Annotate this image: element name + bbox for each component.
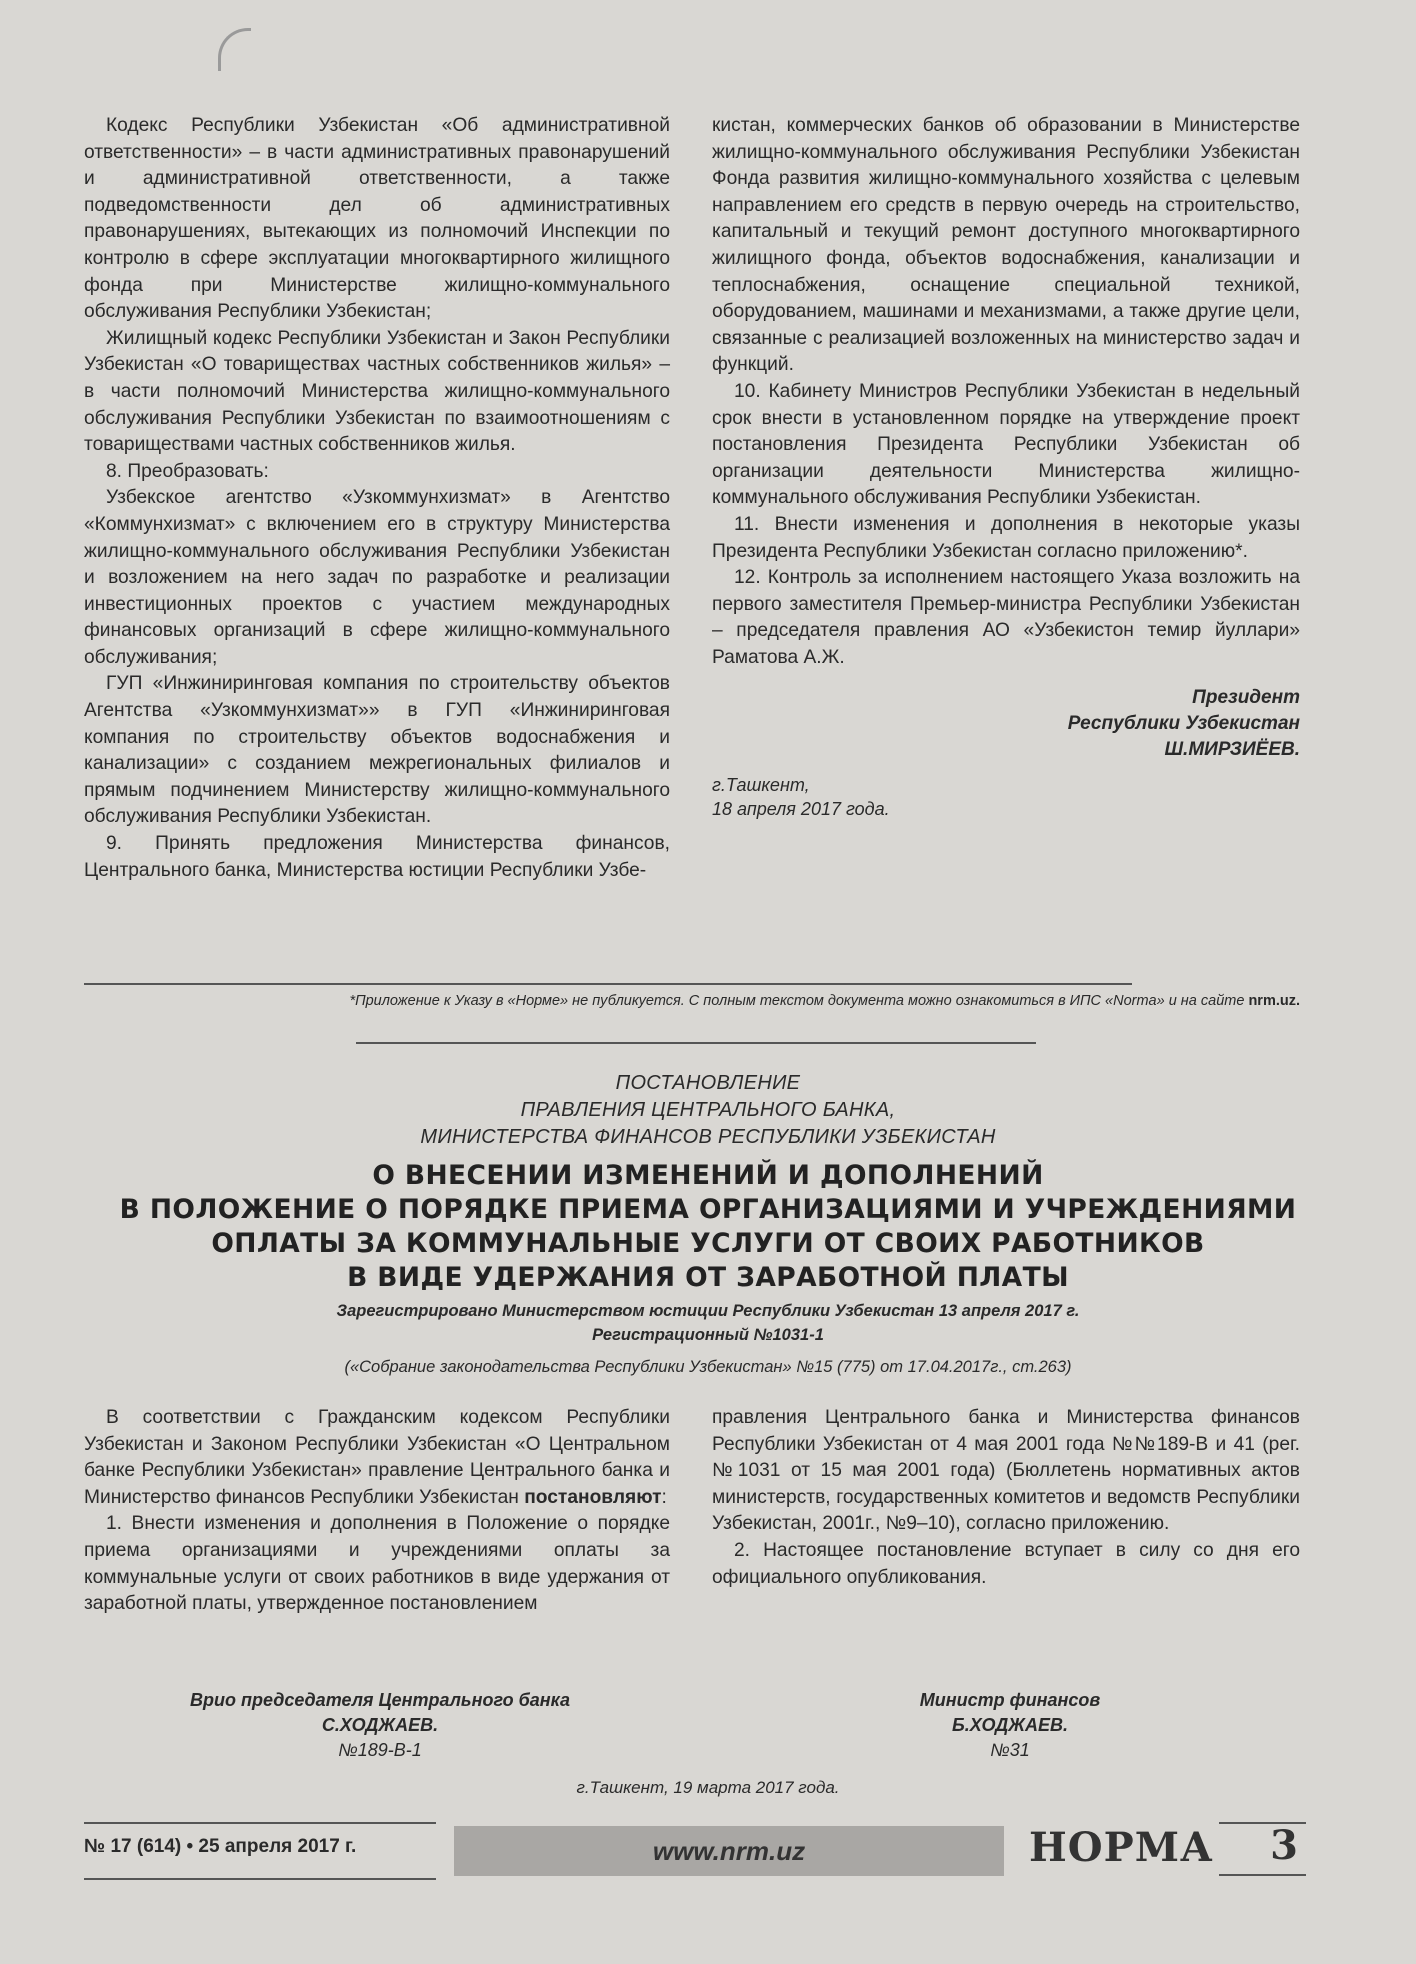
- newspaper-name: НОРМА: [1029, 1824, 1214, 1871]
- central-bank-signature: [130, 1688, 630, 1763]
- page-footer: [84, 1822, 1306, 1880]
- resolution-date: г.Ташкент, 19 марта 2017 года.: [576, 1778, 840, 1797]
- footnote: [84, 993, 1300, 1009]
- paragraph: 10. Кабинету Министров Республики Узбекистан в недельный срок внести в установленном порядке на утверждение проект постановления Президента Республики Узбекистан об организации деятельности Министерства жилищно-коммунального обслуживания Республики Узбекистан.: [712, 380, 1300, 509]
- issuer-line: ПРАВЛЕНИЯ ЦЕНТРАЛЬНОГО БАНКА,: [520, 1099, 896, 1121]
- finance-minister-signature: [760, 1688, 1260, 1763]
- footnote-site-link[interactable]: nrm.uz.: [1248, 993, 1300, 1009]
- registration-info: [70, 1299, 1346, 1347]
- title-line: О ВНЕСЕНИИ ИЗМЕНЕНИЙ И ДОПОЛНЕНИЙ: [372, 1160, 1044, 1191]
- publication-source: («Собрание законодательства Республики Узбекистан» №15 (775) от 17.04.2017г., ст.263): [344, 1358, 1072, 1376]
- footer-rule: [1219, 1874, 1306, 1876]
- issuer-line: ПОСТАНОВЛЕНИЕ: [615, 1072, 801, 1094]
- footer-rule: [84, 1878, 436, 1880]
- paragraph-emphasis: постановляют: [524, 1486, 662, 1508]
- place: г.Ташкент,: [712, 775, 810, 796]
- president-signature: [712, 685, 1300, 763]
- paragraph: кистан, коммерческих банков об образовании в Министерстве жилищно-коммунального обслуживания Республики Узбекистан Фонда развития жилищно-коммунального хозяйства с целевым направлением его средств в первую очередь на строительство, капитальный и текущий ремонт доступного многоквартирного жилищного фонда, объектов водоснабжения, канализации и теплоснабжения, оснащение специальной техникой, оборудованием, машинами и механизмами, а также другие цели, связанные с реализацией возложенных на министерство задач и функций.: [712, 115, 1300, 376]
- divider: [356, 1042, 1036, 1044]
- paragraph: 8. Преобразовать:: [106, 460, 269, 482]
- paragraph: 2. Настоящее постановление вступает в силу со дня его официального опубликования.: [712, 1539, 1300, 1588]
- paragraph: 11. Внести изменения и дополнения в некоторые указы Президента Республики Узбекистан согласно приложению*.: [712, 513, 1300, 562]
- site-url-link[interactable]: www.nrm.uz: [454, 1826, 1004, 1876]
- signature-name: Б.ХОДЖАЕВ.: [952, 1715, 1068, 1735]
- paragraph: [84, 1405, 670, 1511]
- signature-number: №189-В-1: [338, 1740, 422, 1760]
- resolution-header: [70, 1070, 1346, 1379]
- paragraph: 9. Принять предложения Министерства финансов, Центрального банка, Министерства юстиции Республики Узбе-: [84, 833, 670, 881]
- decree-place-date: [712, 773, 1300, 821]
- divider: [84, 983, 1132, 985]
- paragraph: правления Центрального банка и Министерства финансов Республики Узбекистан от 4 мая 2001 года №№189-В и 41 (рег. №1031 от 15 мая 2001 года) (Бюллетень нормативных актов министерств, государственных комитетов и ведомств Республики Узбекистан, 2001г., №9–10), согласно приложению.: [712, 1407, 1300, 1535]
- decree-left-column: [84, 113, 670, 884]
- issuer-line: МИНИСТЕРСТВА ФИНАНСОВ РЕСПУБЛИКИ УЗБЕКИСТАН: [420, 1126, 996, 1148]
- paragraph-punct: :: [661, 1486, 667, 1508]
- title-line: В ВИДЕ УДЕРЖАНИЯ ОТ ЗАРАБОТНОЙ ПЛАТЫ: [347, 1262, 1069, 1293]
- date: 18 апреля 2017 года.: [712, 799, 890, 820]
- registration-number: Регистрационный №1031-1: [592, 1326, 824, 1344]
- registration-line: Зарегистрировано Министерством юстиции Республики Узбекистан 13 апреля 2017 г.: [336, 1302, 1080, 1320]
- signature-number: №31: [990, 1740, 1030, 1760]
- title-line: ОПЛАТЫ ЗА КОММУНАЛЬНЫЕ УСЛУГИ ОТ СВОИХ РАБОТНИКОВ: [211, 1228, 1205, 1259]
- paragraph: 1. Внести изменения и дополнения в Положение о порядке приема организациями и учреждениями оплаты за коммунальные услуги от своих работников в виде удержания от заработной платы, утвержденное постановлением: [84, 1513, 670, 1615]
- paragraph: Кодекс Республики Узбекистан «Об административной ответственности» – в части административных правонарушений и административной ответственности, а также подведомственности дел об административных правонарушениях, вытекающих из полномочий Инспекции по контролю в сфере эксплуатации многоквартирного жилищного фонда при Министерстве жилищно-коммунального обслуживания Республики Узбекистан;: [84, 115, 670, 323]
- resolution-left-column: [84, 1405, 670, 1618]
- resolution-title: [70, 1159, 1346, 1295]
- footnote-text: *Приложение к Указу в «Норме» не публикуется. С полным текстом документа можно ознакомиться в ИПС «Norma» и на сайте: [349, 993, 1245, 1009]
- signature-name: Ш.МИРЗИЁЕВ.: [1164, 739, 1300, 761]
- paragraph: Узбекское агентство «Узкоммунхизмат» в Агентство «Коммунхизмат» с включением его в структуру Министерства жилищно-коммунального обслуживания Республики Узбекистан и возложением на него задач по разработке и реализации инвестиционных проектов с участием международных финансовых организаций в сфере жилищно-коммунального обслуживания;: [84, 487, 670, 668]
- issue-number: № 17 (614) • 25 апреля 2017 г.: [84, 1836, 357, 1857]
- page-corner-fold: [218, 28, 251, 71]
- signature-title: Врио председателя Центрального банка: [189, 1690, 571, 1710]
- signature-title: Министр финансов: [919, 1690, 1101, 1710]
- paragraph: Жилищный кодекс Республики Узбекистан и Закон Республики Узбекистан «О товариществах частных собственников жилья» – в части полномочий Министерства жилищно-коммунального обслуживания Республики Узбекистан по взаимоотношениям с товариществами частных собственников жилья.: [84, 327, 670, 456]
- resolution-right-column: [712, 1405, 1300, 1591]
- paragraph-text: В соответствии с Гражданским кодексом Республики Узбекистан и Законом Республики Узбекистан «О Центральном банке Республики Узбекистан» правление Центрального банка и Министерство финансов Республики Узбекистан: [84, 1407, 670, 1508]
- signature-title: Президент: [1192, 687, 1300, 709]
- decree-right-column: [712, 113, 1300, 821]
- title-line: В ПОЛОЖЕНИЕ О ПОРЯДКЕ ПРИЕМА ОРГАНИЗАЦИЯМИ И УЧРЕЖДЕНИЯМИ: [119, 1194, 1297, 1225]
- footer-rule: [84, 1822, 436, 1824]
- signature-name: С.ХОДЖАЕВ.: [321, 1715, 439, 1735]
- signature-title: Республики Узбекистан: [1067, 713, 1300, 735]
- page-number: 3: [1270, 1822, 1298, 1869]
- paragraph: 12. Контроль за исполнением настоящего Указа возложить на первого заместителя Премьер-министра Республики Узбекистан – председателя правления АО «Узбекистон темир йуллари» Раматова А.Ж.: [712, 567, 1300, 668]
- paragraph: ГУП «Инжиниринговая компания по строительству объектов Агентства «Узкоммунхизмат»» в ГУП «Инжиниринговая компания по строительству объектов водоснабжения и канализации» с созданием межрегиональных филиалов и прямым подчинением Министерству жилищно-коммунального обслуживания Республики Узбекистан.: [84, 673, 670, 828]
